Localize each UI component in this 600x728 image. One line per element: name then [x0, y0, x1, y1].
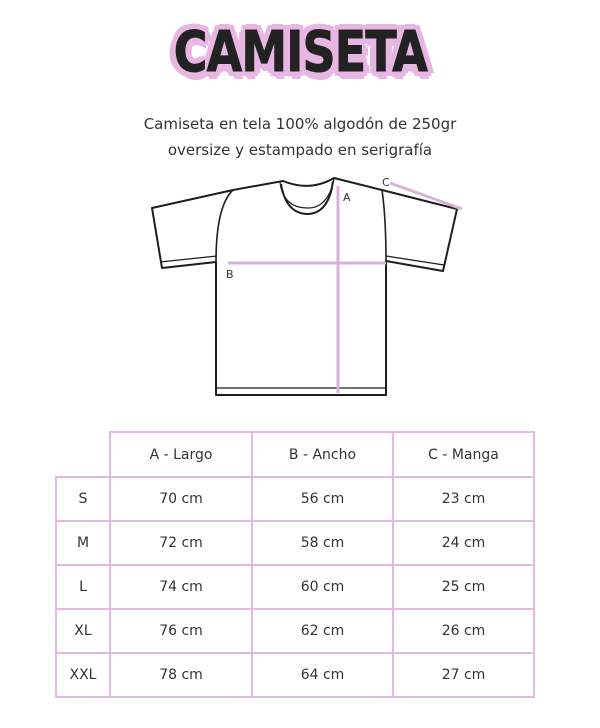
ancho-cell: 64 cm [252, 653, 393, 697]
largo-cell: 76 cm [110, 609, 252, 653]
description-line-2: oversize y estampado en serigrafía [167, 141, 433, 159]
size-cell: L [56, 565, 110, 609]
table-corner-empty [56, 432, 110, 477]
size-table [55, 431, 535, 698]
tshirt-measurement-diagram [140, 168, 470, 404]
table-row [56, 565, 534, 609]
tshirt-outline [152, 178, 457, 395]
ancho-cell: 62 cm [252, 609, 393, 653]
manga-cell: 25 cm [393, 565, 534, 609]
table-row [56, 653, 534, 697]
header-a-largo: A - Largo [110, 432, 252, 477]
title-container [0, 20, 600, 85]
header-b-ancho: B - Ancho [252, 432, 393, 477]
label-b: B [226, 268, 234, 281]
table-row [56, 477, 534, 521]
ancho-cell: 58 cm [252, 521, 393, 565]
size-cell: M [56, 521, 110, 565]
description-line-1: Camiseta en tela 100% algodón de 250gr [143, 115, 457, 133]
largo-cell: 78 cm [110, 653, 252, 697]
header-c-manga: C - Manga [393, 432, 534, 477]
table-row [56, 521, 534, 565]
largo-cell: 70 cm [110, 477, 252, 521]
page-title: CAMISETA [173, 20, 427, 85]
table-header-row [56, 432, 534, 477]
size-cell: XXL [56, 653, 110, 697]
manga-cell: 27 cm [393, 653, 534, 697]
manga-cell: 26 cm [393, 609, 534, 653]
ancho-cell: 56 cm [252, 477, 393, 521]
size-cell: XL [56, 609, 110, 653]
manga-cell: 24 cm [393, 521, 534, 565]
label-c: C [382, 176, 390, 189]
largo-cell: 74 cm [110, 565, 252, 609]
size-cell: S [56, 477, 110, 521]
label-a: A [343, 191, 351, 204]
ancho-cell: 60 cm [252, 565, 393, 609]
table-row [56, 609, 534, 653]
manga-cell: 23 cm [393, 477, 534, 521]
largo-cell: 72 cm [110, 521, 252, 565]
